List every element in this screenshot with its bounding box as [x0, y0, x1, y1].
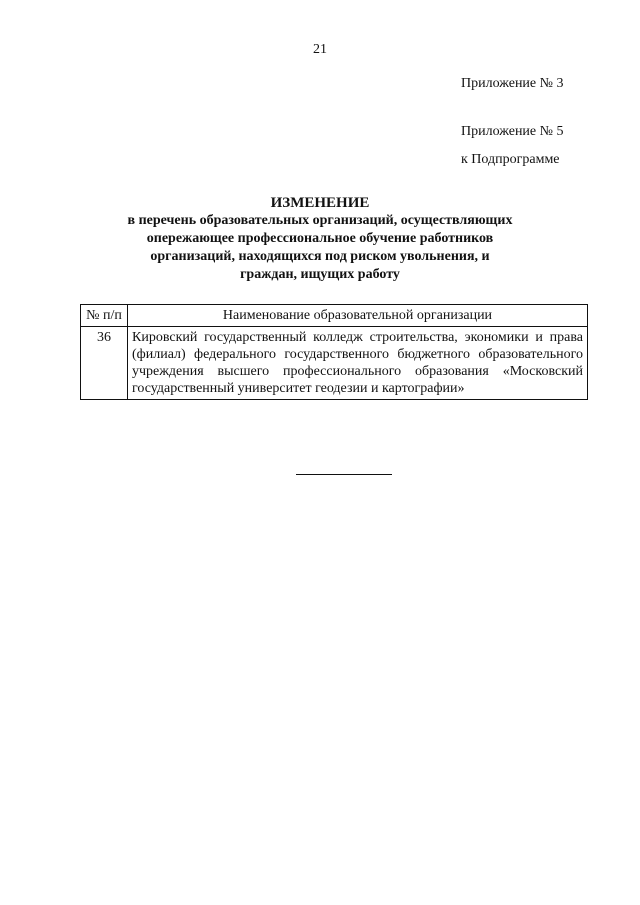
closing-divider [296, 474, 392, 475]
appendix-line-1: Приложение № 3 [461, 76, 564, 91]
document-title: ИЗМЕНЕНИЕ [270, 195, 370, 211]
page-number: 21 [313, 42, 327, 57]
appendix-line-3: к Подпрограмме [461, 152, 560, 167]
appendix-line-2: Приложение № 5 [461, 124, 564, 139]
heading-line-4: граждан, ищущих работу [240, 267, 400, 282]
column-header-number: № п/п [81, 305, 128, 327]
document-heading [0, 194, 640, 284]
row-number-cell: 36 [81, 327, 128, 400]
table-header-row [81, 305, 588, 327]
heading-line-3: организаций, находящихся под риском увольнения, и [150, 249, 490, 264]
column-header-name: Наименование образовательной организации [128, 305, 588, 327]
organizations-table [80, 304, 588, 400]
heading-line-2: опережающее профессиональное обучение работников [146, 231, 494, 246]
heading-line-1: в перечень образовательных организаций, осуществляющих [127, 213, 513, 228]
organization-name-cell: Кировский государственный колледж строительства, экономики и права (филиал) федерального государственного бюджетного образовательного учреждения высшего профессионального образования «Московский государственный университет геодезии и картографии» [128, 327, 588, 400]
table-row [81, 327, 588, 400]
